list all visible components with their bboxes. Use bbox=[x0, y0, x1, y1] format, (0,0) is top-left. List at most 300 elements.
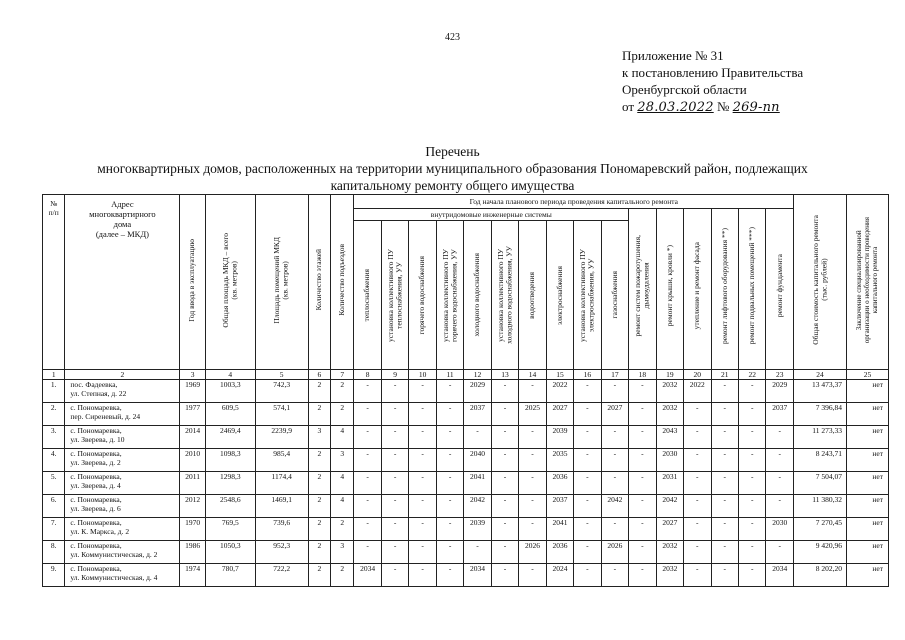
cell-c21: - bbox=[711, 380, 738, 403]
cell-c8: - bbox=[354, 495, 381, 518]
date-prefix: от bbox=[622, 99, 635, 114]
cell-c14: - bbox=[519, 495, 546, 518]
cell-c21: - bbox=[711, 564, 738, 587]
cell-c23: - bbox=[766, 541, 794, 564]
cell-cost: 11 273,33 bbox=[794, 426, 847, 449]
cell-c19: 2027 bbox=[656, 518, 683, 541]
cell-c12: - bbox=[464, 426, 491, 449]
table-row bbox=[43, 403, 889, 426]
header-total-cost-text: Общая стоимость капитального ремонта (тыс. рублей) bbox=[810, 215, 828, 345]
cell-concl: нет bbox=[846, 472, 888, 495]
cell-c16: - bbox=[574, 449, 601, 472]
header-c20-text: утепление и ремонт фасада bbox=[692, 242, 702, 330]
cell-c9: - bbox=[381, 380, 408, 403]
cell-year: 1970 bbox=[180, 518, 205, 541]
cell-c12: 2034 bbox=[464, 564, 491, 587]
column-number-cell: 7 bbox=[331, 370, 354, 380]
cell-floors: 2 bbox=[308, 403, 330, 426]
column-number-cell: 23 bbox=[766, 370, 794, 380]
cell-floors: 2 bbox=[308, 380, 330, 403]
address-cell bbox=[65, 426, 180, 449]
column-number-cell: 22 bbox=[739, 370, 766, 380]
cell-total: 609,5 bbox=[205, 403, 255, 426]
column-number-cell: 13 bbox=[491, 370, 518, 380]
column-number-cell: 4 bbox=[205, 370, 255, 380]
cell-c17: - bbox=[601, 564, 628, 587]
cell-c19: 2032 bbox=[656, 541, 683, 564]
cell-concl: нет bbox=[846, 380, 888, 403]
cell-c19: 2030 bbox=[656, 449, 683, 472]
cell-ent: 4 bbox=[331, 495, 354, 518]
cell-c11: - bbox=[436, 403, 463, 426]
cell-n: 6. bbox=[43, 495, 65, 518]
cell-c17: 2027 bbox=[601, 403, 628, 426]
cell-c11: - bbox=[436, 380, 463, 403]
table-row bbox=[43, 518, 889, 541]
cell-c17: - bbox=[601, 449, 628, 472]
header-c10-text: горячего водоснабжения bbox=[417, 255, 427, 335]
cell-c9: - bbox=[381, 564, 408, 587]
cell-c20: - bbox=[684, 449, 711, 472]
cell-c13: - bbox=[491, 449, 518, 472]
cell-floors: 2 bbox=[308, 495, 330, 518]
cell-c16: - bbox=[574, 541, 601, 564]
header-conclusion bbox=[846, 195, 888, 370]
cell-n: 4. bbox=[43, 449, 65, 472]
header-c11 bbox=[436, 221, 463, 370]
cell-cost: 8 243,71 bbox=[794, 449, 847, 472]
address-line-2: ул. Коммунистическая, д. 2 bbox=[70, 550, 158, 559]
cell-total: 2548,6 bbox=[205, 495, 255, 518]
header-total-area-text: Общая площадь МКД – всего (кв. метров) bbox=[220, 232, 239, 328]
cell-year: 1986 bbox=[180, 541, 205, 564]
cell-c15: 2024 bbox=[546, 564, 573, 587]
cell-concl: нет bbox=[846, 426, 888, 449]
cell-c13: - bbox=[491, 564, 518, 587]
header-premises-area-text: Площадь помещений МКД (кв. метров) bbox=[272, 236, 290, 324]
cell-c8: - bbox=[354, 449, 381, 472]
cell-cost: 9 420,96 bbox=[794, 541, 847, 564]
cell-c18: - bbox=[629, 518, 656, 541]
cell-c11: - bbox=[436, 472, 463, 495]
table-row bbox=[43, 495, 889, 518]
cell-c16: - bbox=[574, 518, 601, 541]
cell-c22: - bbox=[739, 472, 766, 495]
header-c21 bbox=[711, 209, 738, 370]
header-c19-text: ремонт крыши, кровли *) bbox=[664, 245, 674, 327]
cell-c23: - bbox=[766, 426, 794, 449]
table-row bbox=[43, 426, 889, 449]
table-row bbox=[43, 472, 889, 495]
cell-c13: - bbox=[491, 426, 518, 449]
header-c11-text: установка коллективного ПУ горячего водоснабжения, УУ bbox=[440, 248, 459, 342]
column-number-cell: 15 bbox=[546, 370, 573, 380]
cell-c19: 2032 bbox=[656, 403, 683, 426]
address-cell bbox=[65, 403, 180, 426]
header-c15 bbox=[546, 221, 573, 370]
column-number-cell: 21 bbox=[711, 370, 738, 380]
address-line-1: с. Пономаревка, bbox=[70, 564, 122, 573]
cell-c22: - bbox=[739, 495, 766, 518]
cell-c10: - bbox=[409, 495, 436, 518]
cell-c18: - bbox=[629, 449, 656, 472]
cell-floors: 2 bbox=[308, 541, 330, 564]
header-period-group: Год начала планового периода проведения капитального ремонта bbox=[354, 195, 794, 209]
column-number-cell: 20 bbox=[684, 370, 711, 380]
cell-c14: - bbox=[519, 426, 546, 449]
title-line-3: капитальному ремонту общего имущества bbox=[330, 178, 575, 193]
cell-c11: - bbox=[436, 564, 463, 587]
cell-c9: - bbox=[381, 541, 408, 564]
column-number-cell: 25 bbox=[846, 370, 888, 380]
cell-c8: - bbox=[354, 518, 381, 541]
header-num bbox=[43, 195, 65, 370]
column-number-cell: 2 bbox=[65, 370, 180, 380]
address-cell bbox=[65, 449, 180, 472]
header-c18 bbox=[629, 209, 656, 370]
cell-prem: 1174,4 bbox=[255, 472, 308, 495]
cell-c8: 2034 bbox=[354, 564, 381, 587]
cell-floors: 3 bbox=[308, 426, 330, 449]
header-c17-text: газоснабжения bbox=[609, 271, 619, 319]
table-row bbox=[43, 449, 889, 472]
cell-year: 2012 bbox=[180, 495, 205, 518]
cell-ent: 3 bbox=[331, 449, 354, 472]
cell-prem: 2239,9 bbox=[255, 426, 308, 449]
cell-prem: 574,1 bbox=[255, 403, 308, 426]
cell-c15: 2037 bbox=[546, 495, 573, 518]
cell-c16: - bbox=[574, 472, 601, 495]
cell-c9: - bbox=[381, 449, 408, 472]
cell-c15: 2039 bbox=[546, 426, 573, 449]
cell-c14: - bbox=[519, 380, 546, 403]
address-line-2: ул. Зверева, д. 6 bbox=[70, 504, 121, 513]
header-floors bbox=[308, 195, 330, 370]
cell-ent: 3 bbox=[331, 541, 354, 564]
column-number-row bbox=[43, 370, 889, 380]
cell-c11: - bbox=[436, 518, 463, 541]
cell-c8: - bbox=[354, 541, 381, 564]
column-number-cell: 12 bbox=[464, 370, 491, 380]
address-line-1: с. Пономаревка, bbox=[70, 518, 122, 527]
cell-floors: 2 bbox=[308, 472, 330, 495]
address-cell bbox=[65, 518, 180, 541]
cell-c12: 2042 bbox=[464, 495, 491, 518]
cell-c22: - bbox=[739, 518, 766, 541]
cell-c16: - bbox=[574, 495, 601, 518]
header-year-built bbox=[180, 195, 205, 370]
repair-table bbox=[42, 194, 889, 587]
cell-c13: - bbox=[491, 472, 518, 495]
cell-c23: 2030 bbox=[766, 518, 794, 541]
column-number-cell: 16 bbox=[574, 370, 601, 380]
cell-c19: 2042 bbox=[656, 495, 683, 518]
cell-year: 2010 bbox=[180, 449, 205, 472]
cell-concl: нет bbox=[846, 403, 888, 426]
column-number-cell: 10 bbox=[409, 370, 436, 380]
address-line-1: пос. Фадеевка, bbox=[70, 380, 118, 389]
column-number-cell: 8 bbox=[354, 370, 381, 380]
cell-c12: 2040 bbox=[464, 449, 491, 472]
header-c23-text: ремонт фундамента bbox=[774, 254, 784, 318]
cell-c9: - bbox=[381, 426, 408, 449]
cell-c20: - bbox=[684, 472, 711, 495]
cell-c18: - bbox=[629, 564, 656, 587]
cell-c11: - bbox=[436, 426, 463, 449]
cell-c11: - bbox=[436, 541, 463, 564]
title-line-2: многоквартирных домов, расположенных на территории муниципального образования Пономаревский район, подлежащих bbox=[97, 161, 808, 176]
column-number-cell: 3 bbox=[180, 370, 205, 380]
header-c12 bbox=[464, 221, 491, 370]
cell-n: 5. bbox=[43, 472, 65, 495]
cell-c18: - bbox=[629, 541, 656, 564]
address-line-1: с. Пономаревка, bbox=[70, 403, 122, 412]
cell-floors: 2 bbox=[308, 449, 330, 472]
cell-c21: - bbox=[711, 495, 738, 518]
cell-c12: 2029 bbox=[464, 380, 491, 403]
cell-c13: - bbox=[491, 541, 518, 564]
cell-c9: - bbox=[381, 403, 408, 426]
address-line-2: ул. Зверева, д. 10 bbox=[70, 435, 125, 444]
number-prefix: № bbox=[716, 99, 730, 114]
cell-c10: - bbox=[409, 518, 436, 541]
cell-c22: - bbox=[739, 449, 766, 472]
document-title bbox=[0, 143, 905, 194]
cell-total: 1098,3 bbox=[205, 449, 255, 472]
cell-c15: 2036 bbox=[546, 472, 573, 495]
header-address bbox=[65, 195, 180, 370]
table-row bbox=[43, 380, 889, 403]
cell-c18: - bbox=[629, 426, 656, 449]
cell-c20: - bbox=[684, 495, 711, 518]
cell-c10: - bbox=[409, 449, 436, 472]
cell-c22: - bbox=[739, 564, 766, 587]
column-number-cell: 24 bbox=[794, 370, 847, 380]
cell-total: 780,7 bbox=[205, 564, 255, 587]
cell-c13: - bbox=[491, 518, 518, 541]
cell-c21: - bbox=[711, 518, 738, 541]
cell-n: 9. bbox=[43, 564, 65, 587]
cell-n: 1. bbox=[43, 380, 65, 403]
header-c8-text: теплоснабжения bbox=[362, 268, 372, 322]
cell-c20: - bbox=[684, 426, 711, 449]
header-c13 bbox=[491, 221, 518, 370]
cell-n: 2. bbox=[43, 403, 65, 426]
header-total-cost bbox=[794, 195, 847, 370]
header-c21-text: ремонт лифтового оборудования **) bbox=[719, 228, 729, 344]
cell-ent: 2 bbox=[331, 518, 354, 541]
cell-cost: 13 473,37 bbox=[794, 380, 847, 403]
address-line-2: ул. К. Маркса, д. 2 bbox=[70, 527, 130, 536]
header-floors-text: Количество этажей bbox=[314, 249, 324, 311]
address-line-1: с. Пономаревка, bbox=[70, 541, 122, 550]
cell-c17: 2026 bbox=[601, 541, 628, 564]
cell-ent: 2 bbox=[331, 403, 354, 426]
cell-c14: 2025 bbox=[519, 403, 546, 426]
cell-c16: - bbox=[574, 564, 601, 587]
column-number-cell: 19 bbox=[656, 370, 683, 380]
header-total-area bbox=[205, 195, 255, 370]
cell-c10: - bbox=[409, 472, 436, 495]
cell-c16: - bbox=[574, 426, 601, 449]
address-line-2: ул. Зверева, д. 4 bbox=[70, 481, 121, 490]
cell-c18: - bbox=[629, 472, 656, 495]
address-cell bbox=[65, 564, 180, 587]
column-number-cell: 1 bbox=[43, 370, 65, 380]
header-entrances bbox=[331, 195, 354, 370]
cell-cost: 7 396,84 bbox=[794, 403, 847, 426]
cell-c17: - bbox=[601, 426, 628, 449]
header-address-text: Адрес многоквартирного дома (далее – МКД) bbox=[89, 199, 156, 239]
cell-prem: 742,3 bbox=[255, 380, 308, 403]
cell-c19: 2043 bbox=[656, 426, 683, 449]
header-entrances-text: Количество подъездов bbox=[336, 244, 346, 316]
cell-concl: нет bbox=[846, 449, 888, 472]
cell-c9: - bbox=[381, 495, 408, 518]
appendix-block bbox=[622, 47, 892, 116]
header-c14 bbox=[519, 221, 546, 370]
column-number-cell: 18 bbox=[629, 370, 656, 380]
cell-c10: - bbox=[409, 403, 436, 426]
header-num-text: № п/п bbox=[48, 199, 59, 217]
cell-c8: - bbox=[354, 426, 381, 449]
cell-n: 8. bbox=[43, 541, 65, 564]
column-number-cell: 5 bbox=[255, 370, 308, 380]
cell-concl: нет bbox=[846, 564, 888, 587]
cell-c19: 2032 bbox=[656, 564, 683, 587]
cell-c15: 2041 bbox=[546, 518, 573, 541]
cell-c10: - bbox=[409, 564, 436, 587]
cell-year: 1974 bbox=[180, 564, 205, 587]
cell-c8: - bbox=[354, 380, 381, 403]
header-c19 bbox=[656, 209, 683, 370]
cell-c14: 2026 bbox=[519, 541, 546, 564]
cell-c20: - bbox=[684, 518, 711, 541]
appendix-line-2: к постановлению Правительства bbox=[622, 65, 804, 80]
cell-prem: 985,4 bbox=[255, 449, 308, 472]
cell-c12: 2037 bbox=[464, 403, 491, 426]
cell-ent: 4 bbox=[331, 472, 354, 495]
cell-c17: - bbox=[601, 380, 628, 403]
cell-prem: 952,3 bbox=[255, 541, 308, 564]
address-line-1: с. Пономаревка, bbox=[70, 472, 122, 481]
cell-c8: - bbox=[354, 403, 381, 426]
cell-ent: 2 bbox=[331, 564, 354, 587]
cell-c13: - bbox=[491, 403, 518, 426]
cell-c13: - bbox=[491, 495, 518, 518]
address-line-1: с. Пономаревка, bbox=[70, 449, 122, 458]
column-number-cell: 14 bbox=[519, 370, 546, 380]
cell-prem: 739,6 bbox=[255, 518, 308, 541]
cell-c20: - bbox=[684, 403, 711, 426]
cell-total: 2469,4 bbox=[205, 426, 255, 449]
cell-c11: - bbox=[436, 495, 463, 518]
cell-cost: 8 202,20 bbox=[794, 564, 847, 587]
cell-c20: 2022 bbox=[684, 380, 711, 403]
cell-n: 3. bbox=[43, 426, 65, 449]
header-c16-text: установка коллективного ПУ электроснабжения, УУ bbox=[577, 248, 596, 342]
handwritten-number: 269-пп bbox=[732, 100, 780, 115]
address-line-2: ул. Коммунистическая, д. 4 bbox=[70, 573, 158, 582]
header-c23 bbox=[766, 209, 794, 370]
cell-total: 1050,3 bbox=[205, 541, 255, 564]
cell-total: 769,5 bbox=[205, 518, 255, 541]
table-row bbox=[43, 564, 889, 587]
cell-total: 1298,3 bbox=[205, 472, 255, 495]
cell-year: 1969 bbox=[180, 380, 205, 403]
column-number-cell: 11 bbox=[436, 370, 463, 380]
cell-c15: 2027 bbox=[546, 403, 573, 426]
header-c16 bbox=[574, 221, 601, 370]
table-row bbox=[43, 541, 889, 564]
cell-c16: - bbox=[574, 403, 601, 426]
cell-concl: нет bbox=[846, 541, 888, 564]
column-number-cell: 9 bbox=[381, 370, 408, 380]
address-cell bbox=[65, 495, 180, 518]
cell-c17: - bbox=[601, 518, 628, 541]
cell-c21: - bbox=[711, 426, 738, 449]
cell-c14: - bbox=[519, 472, 546, 495]
cell-c23: - bbox=[766, 495, 794, 518]
address-line-1: с. Пономаревка, bbox=[70, 426, 122, 435]
appendix-line-3: Оренбургской области bbox=[622, 82, 747, 97]
cell-ent: 2 bbox=[331, 380, 354, 403]
header-c9-text: установка коллективного ПУ теплоснабжения, УУ bbox=[385, 248, 404, 342]
title-line-1: Перечень bbox=[425, 144, 480, 159]
cell-c23: - bbox=[766, 449, 794, 472]
cell-c21: - bbox=[711, 403, 738, 426]
cell-c19: 2032 bbox=[656, 380, 683, 403]
header-c9 bbox=[381, 221, 408, 370]
header-conclusion-text: Заключение специализированной организации о необходимости проведения капитального ремонта bbox=[855, 216, 880, 344]
header-c18-text: ремонт систем пожаротушения, дымоудаления bbox=[632, 235, 651, 337]
appendix-line-1: Приложение № 31 bbox=[622, 48, 724, 63]
address-line-1: с. Пономаревка, bbox=[70, 495, 122, 504]
header-c17 bbox=[601, 221, 628, 370]
cell-c15: 2022 bbox=[546, 380, 573, 403]
address-cell bbox=[65, 380, 180, 403]
cell-concl: нет bbox=[846, 495, 888, 518]
cell-c19: 2031 bbox=[656, 472, 683, 495]
cell-c14: - bbox=[519, 518, 546, 541]
appendix-date-line bbox=[622, 98, 892, 116]
cell-c22: - bbox=[739, 403, 766, 426]
cell-c14: - bbox=[519, 449, 546, 472]
address-cell bbox=[65, 541, 180, 564]
cell-c11: - bbox=[436, 449, 463, 472]
cell-c17: 2042 bbox=[601, 495, 628, 518]
cell-c13: - bbox=[491, 380, 518, 403]
cell-c17: - bbox=[601, 472, 628, 495]
cell-cost: 7 504,07 bbox=[794, 472, 847, 495]
cell-c22: - bbox=[739, 426, 766, 449]
cell-c15: 2036 bbox=[546, 541, 573, 564]
cell-ent: 4 bbox=[331, 426, 354, 449]
header-c15-text: электроснабжения bbox=[554, 265, 564, 325]
cell-c18: - bbox=[629, 403, 656, 426]
address-line-2: пер. Сиреневый, д. 24 bbox=[70, 412, 141, 421]
cell-c22: - bbox=[739, 380, 766, 403]
cell-c20: - bbox=[684, 541, 711, 564]
cell-c23: 2037 bbox=[766, 403, 794, 426]
header-c8 bbox=[354, 221, 381, 370]
cell-c21: - bbox=[711, 472, 738, 495]
cell-c21: - bbox=[711, 449, 738, 472]
cell-prem: 1469,1 bbox=[255, 495, 308, 518]
cell-c12: - bbox=[464, 541, 491, 564]
header-c22-text: ремонт подвальных помещений ***) bbox=[746, 227, 756, 345]
handwritten-date: 28.03.2022 bbox=[637, 100, 714, 115]
